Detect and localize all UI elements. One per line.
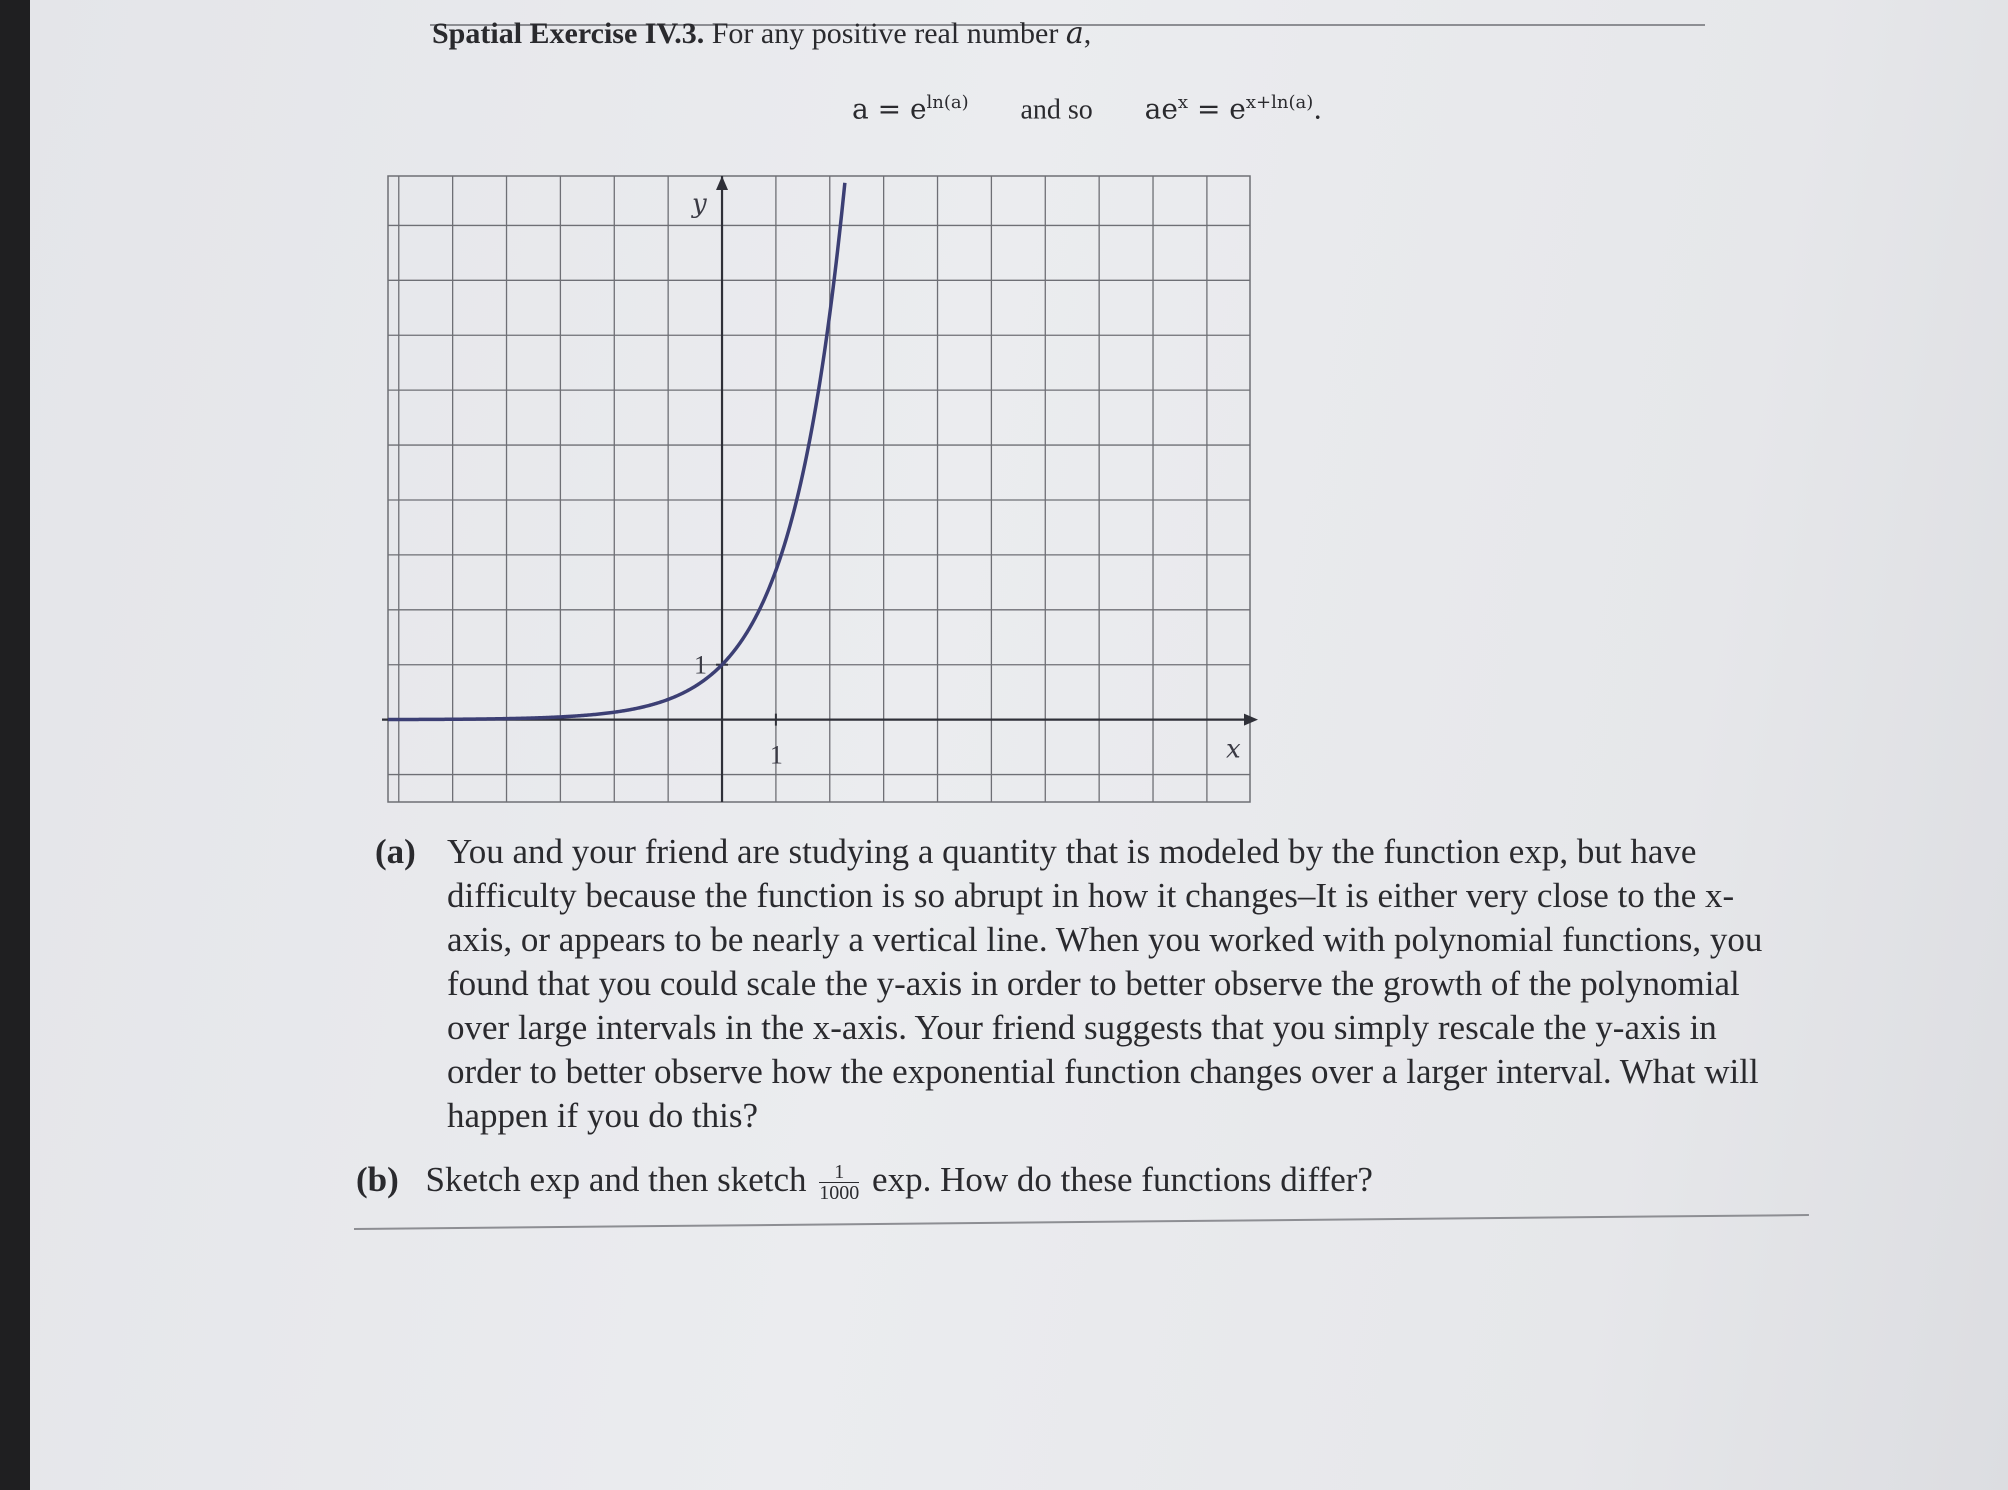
formula-exp1: ln(a) [926,92,969,113]
grid [388,176,1250,802]
formula-exp2: x+ln(a) [1245,92,1314,113]
question-a-text: You and your friend are studying a quantity that is modeled by the function exp, but have difficulty because the function is so abrupt in how it changes–It is either very close to the x-axis, or appears to be nearly a vertical line. When you worked with polynomial functions, you found that you could scale the y-axis in order to better observe the growth of the polynomial over large intervals in the x-axis. Your friend suggests that you simply rescale the y-axis in order to better observe how the exponential function changes over a larger interval. What will happen if you do this? [447,832,1763,1135]
formula [852,92,1322,126]
x-tick-label: 1 [769,740,783,770]
fraction-numerator: 1 [819,1162,859,1183]
question-a-label: (a) [375,832,416,871]
question-b-text-after: exp. How do these functions differ? [872,1160,1373,1199]
formula-lhs2: ae [1144,92,1178,126]
x-axis-label: x [1226,734,1241,765]
formula-exp2a: x [1177,92,1189,113]
y-axis-arrow [716,176,728,190]
exercise-title: Spatial Exercise IV.3. [432,17,705,50]
exercise-intro: For any positive real number [711,17,1059,50]
x-axis-arrow [1244,714,1258,726]
question-b [356,1160,1796,1203]
exp-graph [380,170,1260,810]
grid-frame [388,176,1250,802]
y-tick-label: 1 [694,650,708,680]
page [30,0,2008,1490]
formula-lhs1: a = e [852,92,927,126]
axes [382,176,1258,802]
formula-end: . [1313,92,1323,126]
fraction-denominator: 1000 [819,1182,860,1205]
exercise-heading: Spatial Exercise IV.3. For any positive real number a, [432,16,1092,51]
formula-connector: and so [1020,94,1093,126]
fraction [819,1162,859,1203]
question-b-text-before: Sketch exp and then sketch [425,1160,807,1199]
formula-mid: = e [1188,92,1246,126]
question-b-label: (b) [356,1160,399,1199]
question-a [375,830,1795,1138]
bottom-rule [354,1214,1809,1230]
y-axis-label: y [692,189,707,219]
